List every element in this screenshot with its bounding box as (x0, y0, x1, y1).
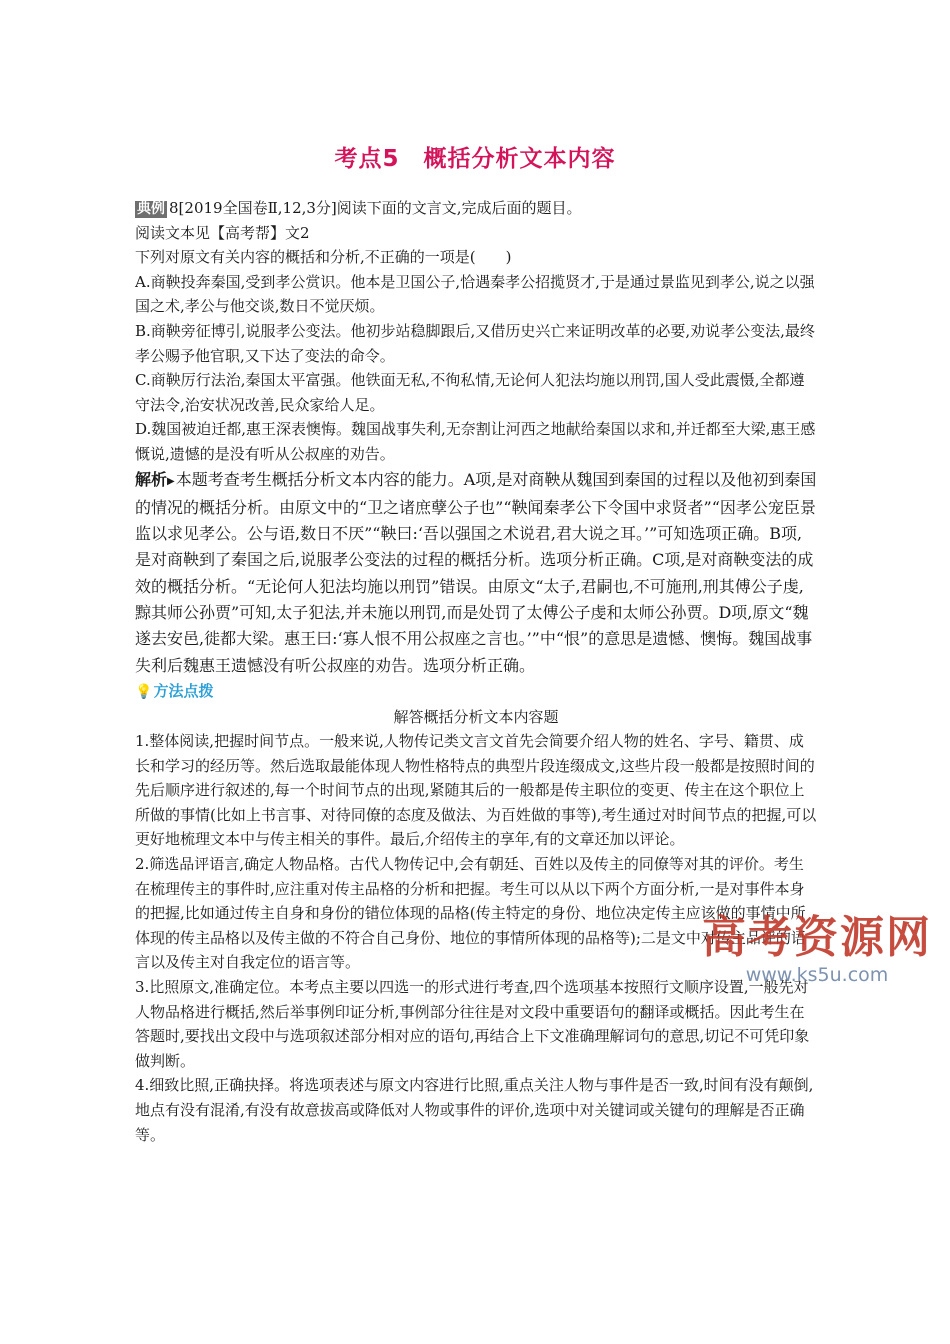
method-item-4: 4.细致比照,正确抉择。将选项表述与原文内容进行比照,重点关注人物与事件是否一致,时间有没有颠倒,地点有没有混淆,有没有故意拔高或降低对人物或事件的评价,选项中对关键词或关键句的理解是否正确等。 (135, 1076, 814, 1144)
method-heading: 解答概括分析文本内容题 (393, 707, 559, 726)
method-item-1: 1.整体阅读,把握时间节点。一般来说,人物传记类文言文首先会简要介绍人物的姓名、字号、籍贯、成长和学习的经历等。然后选取最能体现人物性格特点的典型片段连缀成文,这些片段一般都是按照时间的先后顺序进行叙述的,每一个时间节点的出现,紧随其后的一般都是传主职位的变更、传主在这个职位上所做的事情(比如上书言事、对待同僚的态度及做法、为百姓做的事等),考生通过对时间节点的把握,可以更好地梳理文本中与传主相关的事件。最后,介绍传主的享年,有的文章还加以评论。 (135, 732, 817, 849)
option-d: D.魏国被迫迁都,惠王深表懊悔。魏国战事失利,无奈割让河西之地献给秦国以求和,并迁都至大梁,惠王感慨说,遗憾的是没有听从公叔座的劝告。 (135, 420, 816, 463)
method-item-2: 2.筛选品评语言,确定人物品格。古代人物传记中,会有朝廷、百姓以及传主的同僚等对其的评价。考生在梳理传主的事件时,应注重对传主品格的分析和把握。考生可以从以下两个方面分析,一是对事件本身的把握,比如通过传主自身和身份的错位体现的品格(传主特定的身份、地位决定传主应该做的事情中所体现的传主品格以及传主做的不符合自己身份、地位的事情所体现的品格等);二是文中对传主品评的语言以及传主对自我定位的语言等。 (135, 855, 806, 972)
method-label-line (135, 679, 817, 705)
example-tag: 典例 (137, 201, 165, 217)
watermark-text: 高考资源网 (702, 912, 932, 963)
option-b: B.商鞅旁征博引,说服孝公变法。他初步站稳脚跟后,又借历史兴亡来证明改革的必要,劝说孝公变法,最终孝公赐予他官职,又下达了变法的命令。 (135, 321, 815, 365)
watermark-logo (702, 912, 932, 986)
lightbulb-icon: 💡 (135, 683, 153, 700)
watermark-url: www.ks5u.com (745, 964, 889, 986)
reference-line: 阅读文本见【高考帮】文2 (135, 223, 310, 242)
arrow-icon: ▶ (167, 475, 175, 487)
option-c: C.商鞅厉行法治,秦国太平富强。他铁面无私,不徇私情,无论何人犯法均施以刑罚,国人受此震慑,全都遵守法令,治安状况改善,民众家给人足。 (135, 371, 805, 414)
analysis-paragraph (135, 467, 817, 679)
analysis-text: 本题考查考生概括分析文本内容的能力。A项,是对商鞅从魏国到秦国的过程以及他初到秦国的情况的概括分析。由原文中的“卫之诸庶孽公子也”“鞅闻秦孝公下令国中求贤者”“因孝公宠臣景监以求见孝公。公与语,数日不厌”“鞅曰:‘吾以强国之术说君,君大说之耳。’”可知选项正确。B项,是对商鞅到了秦国之后,说服孝公变法的过程的概括分析。选项分析正确。C项,是对商鞅变法的成效的概括分析。“无论何人犯法均施以刑罚”错误。由原文“太子,君嗣也,不可施刑,刑其傅公子虔,黥其师公孙贾”可知,太子犯法,并未施以刑罚,而是处罚了太傅公子虔和太师公孙贾。D项,原文“魏遂去安邑,徙都大梁。惠王曰:‘寡人恨不用公叔座之言也。’”中“恨”的意思是遗憾、懊悔。魏国战事失利后魏惠王遗憾没有听公叔座的劝告。选项分析正确。 (135, 469, 817, 675)
example-header-text: 8[2019全国卷Ⅱ,12,3分]阅读下面的文言文,完成后面的题目。 (169, 199, 582, 217)
analysis-label: 解析 (135, 469, 168, 489)
question-stem: 下列对原文有关内容的概括和分析,不正确的一项是( ) (135, 248, 512, 267)
content-body (135, 196, 817, 1147)
option-a: A.商鞅投奔秦国,受到孝公赏识。他本是卫国公子,恰遇秦孝公招揽贤才,于是通过景监见到孝公,说之以强国之术,孝公与他交谈,数日不觉厌烦。 (135, 272, 815, 316)
page-title: 考点5 概括分析文本内容 (334, 146, 616, 172)
method-item-3: 3.比照原文,准确定位。本考点主要以四选一的形式进行考查,四个选项基本按照行文顺序设置,一般先对人物品格进行概括,然后举事例印证分析,事例部分往往是对文段中重要语句的翻译或概括。因此考生在答题时,要找出文段中与选项叙述部分相对应的语句,再结合上下文准确理解词句的意思,切记不可凭印象做判断。 (135, 978, 810, 1070)
method-label: 方法点拨 (153, 681, 214, 700)
example-header (135, 196, 817, 221)
